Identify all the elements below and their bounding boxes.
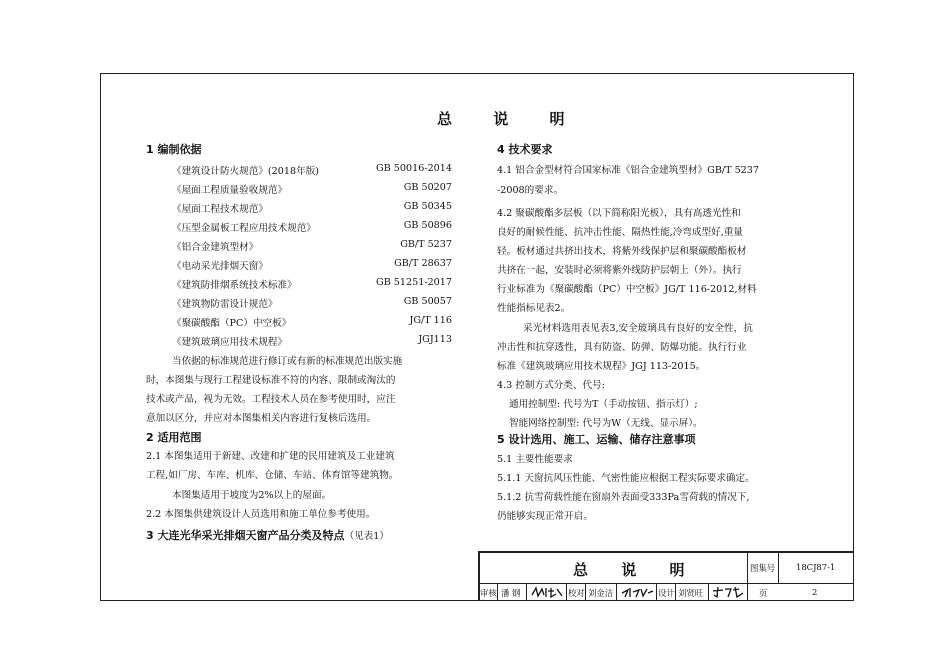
page-title: 总 说 明 [437,110,583,128]
s2-line: 2.2 本图集供建筑设计人员选用和施工单位参考使用。 [146,509,376,520]
designer-signature [711,585,745,599]
tb-divider [708,583,709,601]
s5-line: 5.1 主要性能要求 [497,454,573,465]
ref-code: JG/T 116 [409,315,452,326]
s4-line: -2008的要求。 [497,185,564,196]
tb-design-label: 设计 [658,588,675,598]
ref-name: 《建筑玻璃应用技术规程》 [172,337,288,348]
tb-checker: 刘金洁 [588,588,614,598]
s4-line: 性能指标见表2。 [497,303,571,314]
s4-line: 采光材料选用表见表3,安全玻璃具有良好的安全性，抗 [523,323,753,334]
tb-review-label: 审核 [480,588,497,598]
tb-divider [747,551,748,601]
tb-atlas-no: 18CJ87-1 [796,562,836,572]
s4-line: 通用控制型: 代号为T（手动按钮、指示灯）; [509,399,698,410]
ref-name: 《压型金属板工程应用技术规范》 [172,223,316,234]
tb-page-no: 2 [812,587,818,597]
ref-code: GB 50016-2014 [376,163,452,174]
s1-para-line: 意加以区分，并应对本图集相关内容进行复核后选用。 [146,413,377,424]
tb-atlas-no-label: 图集号 [750,563,776,573]
tb-divider [478,583,854,584]
section-3-heading [146,524,389,543]
tb-title: 总 说 明 [573,561,699,579]
ref-code: GB/T 28637 [394,258,452,269]
ref-name: 《电动采光排烟天窗》 [172,261,268,272]
s3-heading-text: 3 大连光华采光排烟天窗产品分类及特点 [146,529,345,542]
s4-line: 轻。板材通过共挤出技术，将紫外线保护层和聚碳酸酯板材 [497,246,747,257]
section-1-heading: 1 编制依据 [146,143,202,156]
s4-line: 行业标准为《聚碳酸酯（PC）中空板》JG/T 116-2012,材料 [497,284,757,295]
s2-line: 本图集适用于坡度为2%以上的屋面。 [172,490,332,501]
tb-divider [656,583,657,601]
ref-code: GB 50896 [403,220,452,231]
tb-divider [585,583,586,601]
s4-line: 4.2 聚碳酸酯多层板（以下简称阳光板），具有高透光性和 [497,208,741,219]
ref-code: GB 50345 [403,201,452,212]
tb-designer: 刘贤旺 [678,588,704,598]
ref-name: 《建筑防排烟系统技术标准》 [172,280,297,291]
ref-name: 《建筑设计防火规范》(2018年版) [172,166,320,177]
tb-divider [566,583,567,601]
ref-code: GB/T 5237 [400,239,452,250]
s5-line: 仍能够实现正常开启。 [497,511,593,522]
s5-line: 5.1.1 天窗抗风压性能、气密性能应根据工程实际要求确定。 [497,473,755,484]
ref-code: GB 51251-2017 [376,277,452,288]
s4-line: 良好的耐候性能、抗冲击性能、隔热性能,冷弯成型好,重量 [497,227,743,238]
tb-divider [526,583,527,601]
s4-line: 标准《建筑玻璃应用技术规程》JGJ 113-2015。 [497,361,706,372]
tb-check-label: 校对 [568,588,585,598]
ref-code: GB 50057 [403,296,452,307]
s2-line: 2.1 本图集适用于新建、改建和扩建的民用建筑及工业建筑 [146,451,395,462]
ref-name: 《聚碳酸酯（PC）中空板》 [172,318,292,329]
checker-signature [620,585,654,599]
ref-name: 《建筑物防雷设计规范》 [172,299,278,310]
s4-line: 冲击性和抗穿透性，具有防盗、防弹、防爆功能。执行行业 [497,342,747,353]
title-block [478,551,854,601]
ref-name: 《屋面工程技术规范》 [172,204,268,215]
s4-line: 4.1 铝合金型材符合国家标准《铝合金建筑型材》GB/T 5237 [497,165,759,176]
s3-heading-suffix: （见表1） [344,531,389,542]
tb-divider [616,583,617,601]
tb-page-label: 页 [759,588,768,598]
reviewer-signature [530,585,564,599]
ref-code: GB 50207 [403,182,452,193]
tb-reviewer: 潘 钢 [501,588,521,598]
ref-name: 《屋面工程质量验收规范》 [172,185,288,196]
s2-line: 工程,如厂房、车库、机库、仓储、车站、体育馆等建筑物。 [146,470,399,481]
ref-name: 《铝合金建筑型材》 [172,242,259,253]
tb-border [478,551,854,553]
section-4-heading: 4 技术要求 [497,143,553,156]
s4-line: 4.3 控制方式分类、代号: [497,380,605,391]
s1-para-line: 技术或产品，视为无效。工程技术人员在参考使用时，应注 [146,394,396,405]
s4-line: 智能网络控制型: 代号为W（无线、显示屏）。 [509,418,703,429]
section-2-heading: 2 适用范围 [146,431,202,444]
s4-line: 共挤在一起，安装时必须将紫外线防护层朝上（外）。执行 [497,265,742,276]
ref-code: JGJ113 [418,334,452,345]
tb-divider [778,551,779,583]
s5-line: 5.1.2 抗雪荷载性能在窗扇外表面受333Pa雪荷载的情况下, [497,492,750,503]
tb-divider [675,583,676,601]
tb-divider [497,583,498,601]
s1-para-line: 时，本图集与现行工程建设标准不符的内容、限制或淘汰的 [146,375,396,386]
s1-para-line: 当依据的标准规范进行修订或有新的标准规范出版实施 [172,356,403,367]
section-5-heading: 5 设计选用、施工、运输、储存注意事项 [497,433,696,446]
